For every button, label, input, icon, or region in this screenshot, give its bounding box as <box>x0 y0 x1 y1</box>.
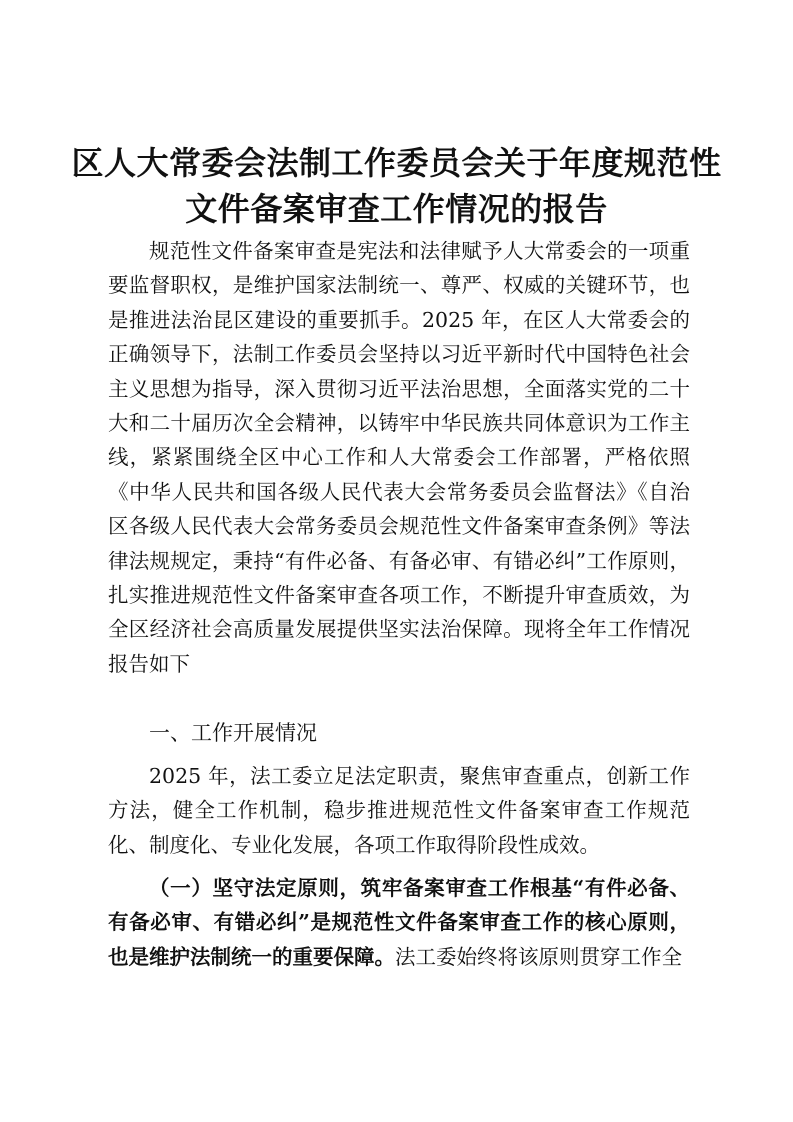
document-title: 区人大常委会法制工作委员会关于年度规范性文件备案审查工作情况的报告 <box>71 144 722 228</box>
subsection-paragraph <box>108 871 690 977</box>
intro-paragraph: 规范性文件备案审查是宪法和法律赋予人大常委会的一项重要监督职权，是维护国家法制统一、尊严、权威的关键环节，也是推进法治昆区建设的重要抓手。2025 年，在区人大常委会的正确领导下，法制工作委员会坚持以习近平新时代中国特色社会主义思想为指导，深入贯彻习近平法治思想，全面落实党的二十大和二十届历次全会精神，以铸牢中华民族共同体意识为工作主线，紧紧围绕全区中心工作和人大常委会工作部署，严格依照《中华人民共和国各级人民代表大会常务委员会监督法》《自治区各级人民代表大会常务委员会规范性文件备案审查条例》等法律法规规定，秉持“有件必备、有备必审、有错必纠”工作原则，扎实推进规范性文件备案审查各项工作，不断提升审查质效，为全区经济社会高质量发展提供坚实法治保障。现将全年工作情况报告如下 <box>108 239 690 676</box>
subsection-body-text: 法工委始终将该原则贯穿工作全 <box>395 944 682 969</box>
body-paragraph: 2025 年，法工委立足法定职责，聚焦审查重点，创新工作方法，健全工作机制，稳步推进规范性文件备案审查工作规范化、制度化、专业化发展，各项工作取得阶段性成效。 <box>108 764 690 857</box>
subsection-lead-text: （一）坚守法定原则，筑牢备案审查工作根基“有件必备、有备必审、有错必纠”是规范性文件备案审查工作的核心原则，也是维护法制统一的重要保障。 <box>108 876 690 969</box>
section-heading: 一、工作开展情况 <box>149 721 317 745</box>
